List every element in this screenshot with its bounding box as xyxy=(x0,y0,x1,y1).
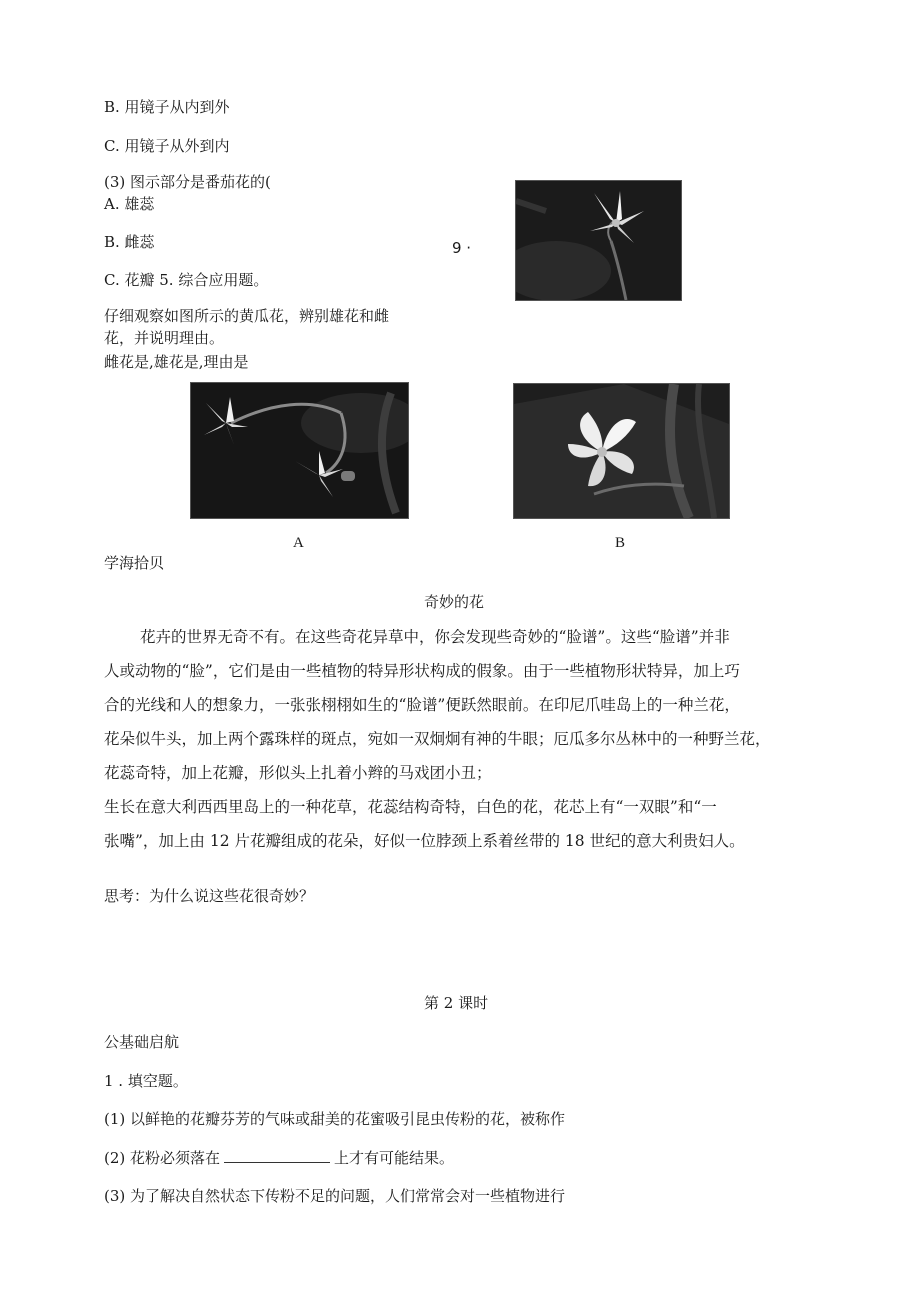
lesson-2-title: 第 2 课时 xyxy=(424,994,489,1012)
photo-label-b: B xyxy=(615,535,626,551)
female-flowers-image xyxy=(191,383,408,518)
answer-blank[interactable] xyxy=(224,1148,330,1163)
fill-in-item-3: (3) 为了解决自然状态下传粉不足的问题，人们常常会对一些植物进行 xyxy=(104,1187,566,1205)
cucumber-flower-photo-b xyxy=(513,383,730,519)
fill-in-item-2: (2) 花粉必须落在 上才有可能结果。 xyxy=(104,1149,455,1167)
figure-number: 9 · xyxy=(452,239,472,257)
cucumber-flower-photo-a xyxy=(190,382,409,519)
tomato-flower-photo xyxy=(515,180,682,301)
reading-line-2: 人或动物的“脸”，它们是由一些植物的特异形状构成的假象。由于一些植物形状特异，加上巧 xyxy=(104,662,740,680)
reading-title: 奇妙的花 xyxy=(424,593,485,611)
question-3-stem: (3) 图示部分是番茄花的( xyxy=(104,173,271,191)
question-5-line-1: 仔细观察如图所示的黄瓜花，辨别雄花和雌 xyxy=(104,307,390,325)
reading-question: 思考：为什么说这些花很奇妙？ xyxy=(104,887,315,905)
reading-line-7: 张嘴”，加上由 12 片花瓣组成的花朵，好似一位脖颈上系着丝带的 18 世纪的意大利贵妇人。 xyxy=(104,832,745,850)
fill-in-question-heading: 1 . 填空题。 xyxy=(104,1072,188,1090)
fill-in-item-1: (1) 以鲜艳的花瓣芬芳的气味或甜美的花蜜吸引昆虫传粉的花，被称作 xyxy=(104,1110,566,1128)
reading-line-6: 生长在意大利西西里岛上的一种花草，花蕊结构奇特，白色的花，花芯上有“一双眼”和“一 xyxy=(104,798,717,816)
reading-line-1: 花卉的世界无奇不有。在这些奇花异草中，你会发现些奇妙的“脸谱”。这些“脸谱”并非 xyxy=(140,628,730,646)
reading-line-4: 花朵似牛头，加上两个露珠样的斑点，宛如一双炯炯有神的牛眼；厄瓜多尔丛林中的一种野兰花， xyxy=(104,730,771,748)
option-a-stamen: A. 雄蕊 xyxy=(104,195,155,213)
lesson-2-section-heading: 公基础启航 xyxy=(104,1033,180,1051)
option-c-petal: C. 花瓣 5. 综合应用题。 xyxy=(104,271,269,289)
question-5-answer-line: 雌花是,雄花是,理由是 xyxy=(104,353,249,371)
option-b-pistil: B. 雌蕊 xyxy=(104,233,155,251)
reading-paragraph xyxy=(104,620,822,858)
option-b-mirror-inside-out: B. 用镜子从内到外 xyxy=(104,98,230,116)
option-c-mirror-outside-in: C. 用镜子从外到内 xyxy=(104,137,230,155)
reading-line-3: 合的光线和人的想象力，一张张栩栩如生的“脸谱”便跃然眼前。在印尼爪哇岛上的一种兰花， xyxy=(104,696,740,714)
male-flower-image xyxy=(514,384,729,518)
reading-line-5: 花蕊奇特，加上花瓣，形似头上扎着小辫的马戏团小丑； xyxy=(104,764,492,782)
photo-label-a: A xyxy=(293,535,304,551)
tomato-flower-image xyxy=(516,181,681,300)
question-5-line-2: 花，并说明理由。 xyxy=(104,329,225,347)
reading-section-heading: 学海拾贝 xyxy=(104,554,165,572)
